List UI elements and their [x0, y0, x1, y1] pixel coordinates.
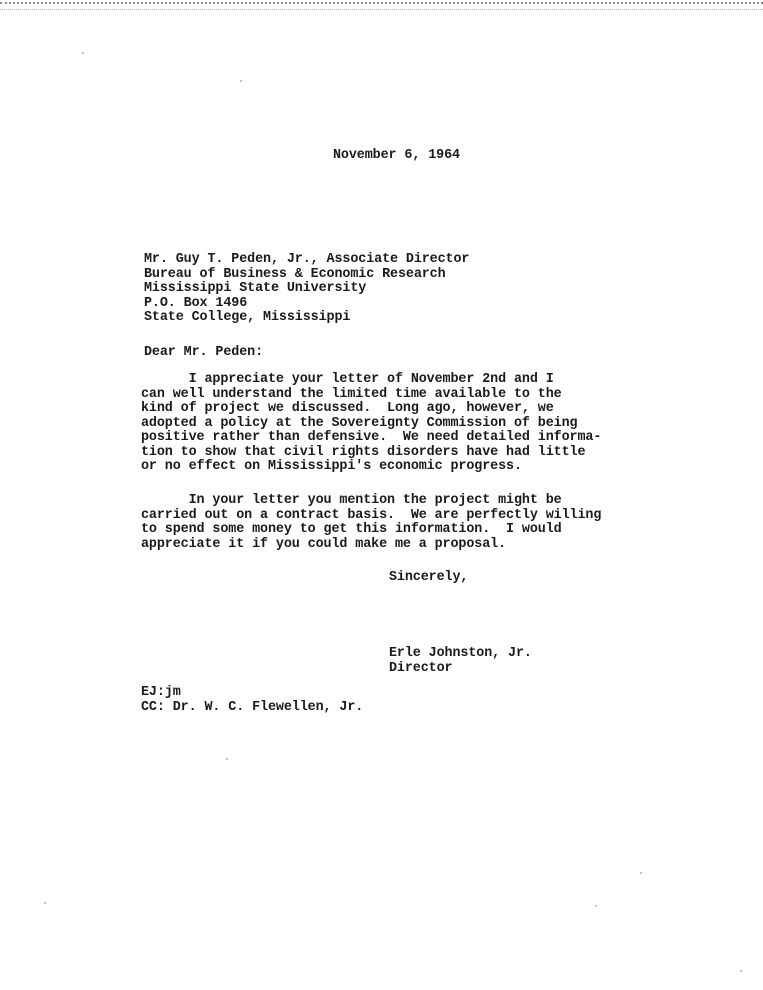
signer-name: Erle Johnston, Jr. — [389, 646, 532, 661]
paragraph-line: adopted a policy at the Sovereignty Commission of being — [141, 415, 578, 431]
signature-block — [389, 647, 532, 676]
paragraph-line: tion to show that civil rights disorders have had little — [141, 444, 586, 460]
signer-title: Director — [389, 660, 453, 676]
paper-speck — [44, 902, 46, 904]
recipient-line: Mississippi State University — [144, 281, 367, 296]
paper-speck — [82, 52, 84, 54]
paragraph-line: In your letter you mention the project might be — [141, 493, 562, 508]
recipient-line: State College, Mississippi — [144, 310, 351, 325]
paragraph-line: kind of project we discussed. Long ago, however, we — [141, 401, 554, 416]
paper-speck — [226, 758, 228, 760]
body-paragraph-2 — [141, 494, 601, 552]
salutation: Dear Mr. Peden: — [144, 345, 264, 360]
paper-speck — [640, 872, 642, 874]
paragraph-line: I appreciate your letter of November 2nd and I — [141, 372, 554, 387]
recipient-address — [144, 253, 469, 326]
letter-date: November 6, 1964 — [333, 148, 460, 163]
paragraph-line: carried out on a contract basis. We are perfectly willing — [141, 507, 602, 523]
recipient-line: Bureau of Business & Economic Research — [144, 266, 446, 282]
paragraph-line: appreciate it if you could make me a proposal. — [141, 536, 507, 552]
paper-speck — [240, 80, 242, 82]
body-paragraph-1 — [141, 373, 601, 475]
paragraph-line: to spend some money to get this information. I would — [141, 522, 562, 537]
paragraph-line: positive rather than defensive. We need detailed informa- — [141, 430, 602, 445]
paragraph-line: can well understand the limited time available to the — [141, 386, 562, 402]
paragraph-line: or no effect on Mississippi's economic progress. — [141, 459, 522, 474]
recipient-line: P.O. Box 1496 — [144, 295, 248, 311]
recipient-line: Mr. Guy T. Peden, Jr., Associate Director — [144, 252, 470, 267]
paper-speck — [740, 970, 742, 972]
paper-speck — [595, 905, 597, 907]
carbon-copy: CC: Dr. W. C. Flewellen, Jr. — [141, 699, 364, 715]
page-top-edge — [0, 2, 763, 10]
reference-block — [141, 686, 363, 715]
closing: Sincerely, — [389, 570, 469, 585]
typist-initials: EJ:jm — [141, 685, 181, 700]
